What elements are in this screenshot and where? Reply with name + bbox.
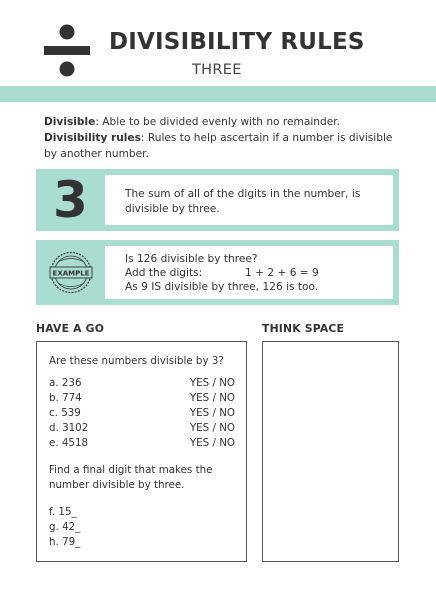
example-sum: 1 + 2 + 6 = 9 [245, 267, 319, 279]
find-digit-prompt: Find a final digit that makes the number divisible by three. [49, 464, 213, 491]
yes-no-choice[interactable]: YES / NO [189, 407, 235, 419]
item-label: b. 774 [49, 392, 82, 404]
example-text [125, 252, 318, 294]
list-item [49, 406, 235, 421]
division-sign-icon [44, 24, 90, 78]
page-title: DIVISIBILITY RULES [109, 29, 365, 55]
have-a-go-heading: HAVE A GO [36, 322, 105, 335]
definition-divisible [44, 114, 394, 130]
list-item [49, 391, 235, 406]
yes-no-choice[interactable]: YES / NO [189, 377, 235, 389]
question-list [49, 376, 235, 451]
rule-box [36, 169, 399, 231]
rule-text-panel [105, 175, 393, 225]
have-a-go-panel [36, 341, 247, 562]
list-item [49, 436, 235, 451]
rule-number: 3 [53, 171, 88, 229]
example-text-panel [105, 246, 393, 299]
item-label: d. 3102 [49, 422, 89, 434]
example-add-label: Add the digits: [125, 267, 203, 279]
example-line: As 9 IS divisible by three, 126 is too. [125, 281, 319, 293]
example-stamp-icon [48, 251, 94, 294]
page-subtitle: THREE [192, 62, 242, 78]
stamp-label: EXAMPLE [52, 269, 90, 278]
definitions [44, 114, 394, 162]
term-divisible: Divisible [44, 116, 96, 128]
example-line: Is 126 divisible by three? [125, 253, 258, 265]
definition-text: : Able to be divided evenly with no remainder. [95, 116, 340, 128]
definition-text: : Rules to help ascertain if a number is divisible by another number. [44, 132, 393, 160]
item-label: e. 4518 [49, 437, 89, 449]
definition-divisibility-rules [44, 130, 394, 162]
fill-in-item[interactable]: f. 15_ [49, 506, 77, 518]
fill-in-item[interactable]: h. 79_ [49, 536, 81, 548]
header-divider-band [0, 86, 436, 102]
item-label: c. 539 [49, 407, 81, 419]
example-box [36, 240, 399, 305]
list-item [49, 376, 235, 391]
fill-in-list [49, 505, 80, 550]
question-text: Are these numbers divisible by 3? [49, 355, 224, 367]
rule-text: The sum of all of the digits in the number, is divisible by three. [125, 188, 361, 215]
yes-no-choice[interactable]: YES / NO [189, 437, 235, 449]
think-space-panel[interactable] [262, 341, 399, 562]
item-label: a. 236 [49, 377, 82, 389]
yes-no-choice[interactable]: YES / NO [189, 392, 235, 404]
term-divisibility-rules: Divisibility rules [44, 132, 141, 144]
example-line [125, 266, 318, 280]
fill-in-item[interactable]: g. 42_ [49, 521, 81, 533]
list-item [49, 421, 235, 436]
think-space-heading: THINK SPACE [262, 322, 345, 335]
yes-no-choice[interactable]: YES / NO [189, 422, 235, 434]
